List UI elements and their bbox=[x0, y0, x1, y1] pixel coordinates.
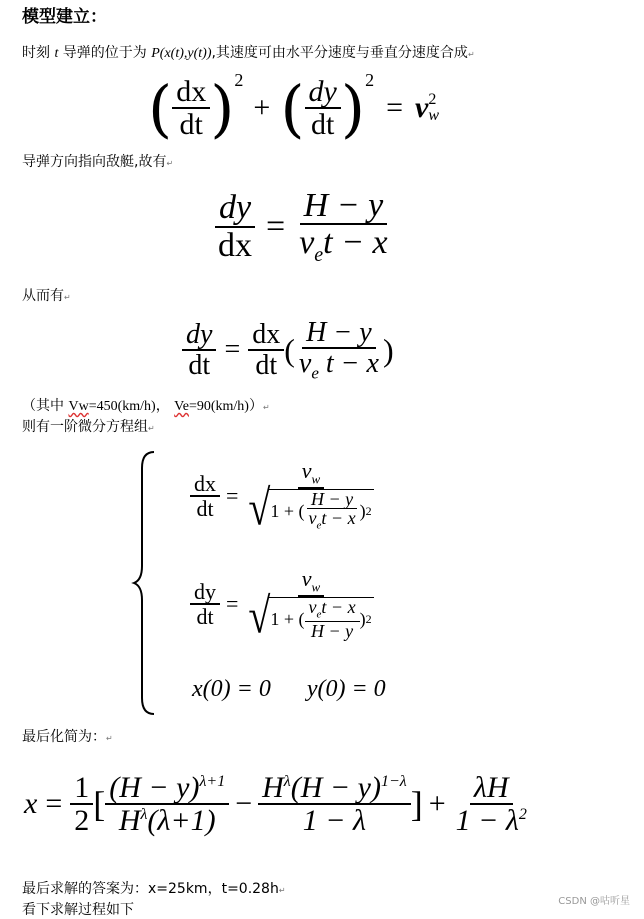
watermark: CSDN @咕听星 bbox=[558, 896, 630, 907]
equation-direction: $\frac{dy}{dx}$ = $\frac{H - y}{v_et - x}$ bbox=[214, 182, 392, 272]
paragraph-missile-position: 时刻 t 导弹的位于为 P(x(t),y(t)),其速度可由水平分速度与垂直分速度合成↵ bbox=[22, 45, 475, 61]
section-heading: 模型建立： bbox=[22, 7, 107, 27]
system-equation-dy: $\frac{dy}{dt}$ = $v_w$ √ 1 + ( $\frac{v_et - x}{H - y}$ ) 2 bbox=[190, 554, 378, 654]
fraction-dy-dx: $\frac{dy}{dx}$ bbox=[214, 190, 256, 263]
fraction-dx-dt: $\frac{dx}{dt}$ bbox=[172, 76, 210, 141]
equation-dy-dt: $\frac{dy}{dt}$ = $\frac{dx}{dt}$ ( $\frac{H - y}{v_e t - x}$ ) bbox=[182, 310, 394, 390]
paragraph-direction: 导弹方向指向敌艇,故有↵ bbox=[22, 154, 174, 170]
equation-final-solution: x = $\frac{1}{2}$ [ $\frac{(H - y)^{\lambda+1}}{H^\lambda(\lambda+1)}$ − $\frac{H^\lambda(H - y)^{1-\lambda}}{1 - \lambda}$ ] + $\frac{\lambda H}{1 - \lambda^2}$ bbox=[24, 770, 527, 837]
initial-conditions: x(0) = 0 y(0) = 0 bbox=[192, 676, 386, 702]
paragraph-therefore: 从而有↵ bbox=[22, 288, 71, 304]
equation-velocity-sum: ( $\frac{dx}{dt}$ ) 2 + ( $\frac{dy}{dt}$ ) 2 = v 2 w bbox=[148, 70, 439, 145]
para1-t: t bbox=[54, 46, 59, 61]
fraction-dy-dt: $\frac{dy}{dt}$ bbox=[305, 76, 341, 141]
para1-prefix: 时刻 bbox=[22, 45, 50, 61]
para1-position: P(x(t),y(t)) bbox=[151, 46, 212, 61]
paragraph-ode-system: 则有一阶微分方程组↵ bbox=[22, 419, 155, 435]
para1-suffix: ,其速度可由水平分速度与垂直分速度合成 bbox=[211, 45, 468, 61]
parameter-line: （其中 Vw=450(km/h)， Ve=90(km/h)）↵ bbox=[22, 398, 270, 414]
left-brace-icon bbox=[130, 448, 160, 718]
paragraph-simplified: 最后化简为：↵ bbox=[22, 729, 113, 745]
answer-line: 最后求解的答案为：x=25km，t=0.28h↵ bbox=[22, 881, 286, 897]
cut-off-text: 看下求解过程如下 bbox=[22, 902, 134, 918]
system-equation-dx: $\frac{dx}{dt}$ = $v_w$ √ 1 + ( $\frac{H - y}{v_et - x}$ ) 2 bbox=[190, 446, 378, 546]
fraction-h-y-over-vet-x: $\frac{H - y}{v_et - x}$ bbox=[299, 186, 388, 267]
para1-mid: 导弹的位于为 bbox=[62, 45, 147, 61]
